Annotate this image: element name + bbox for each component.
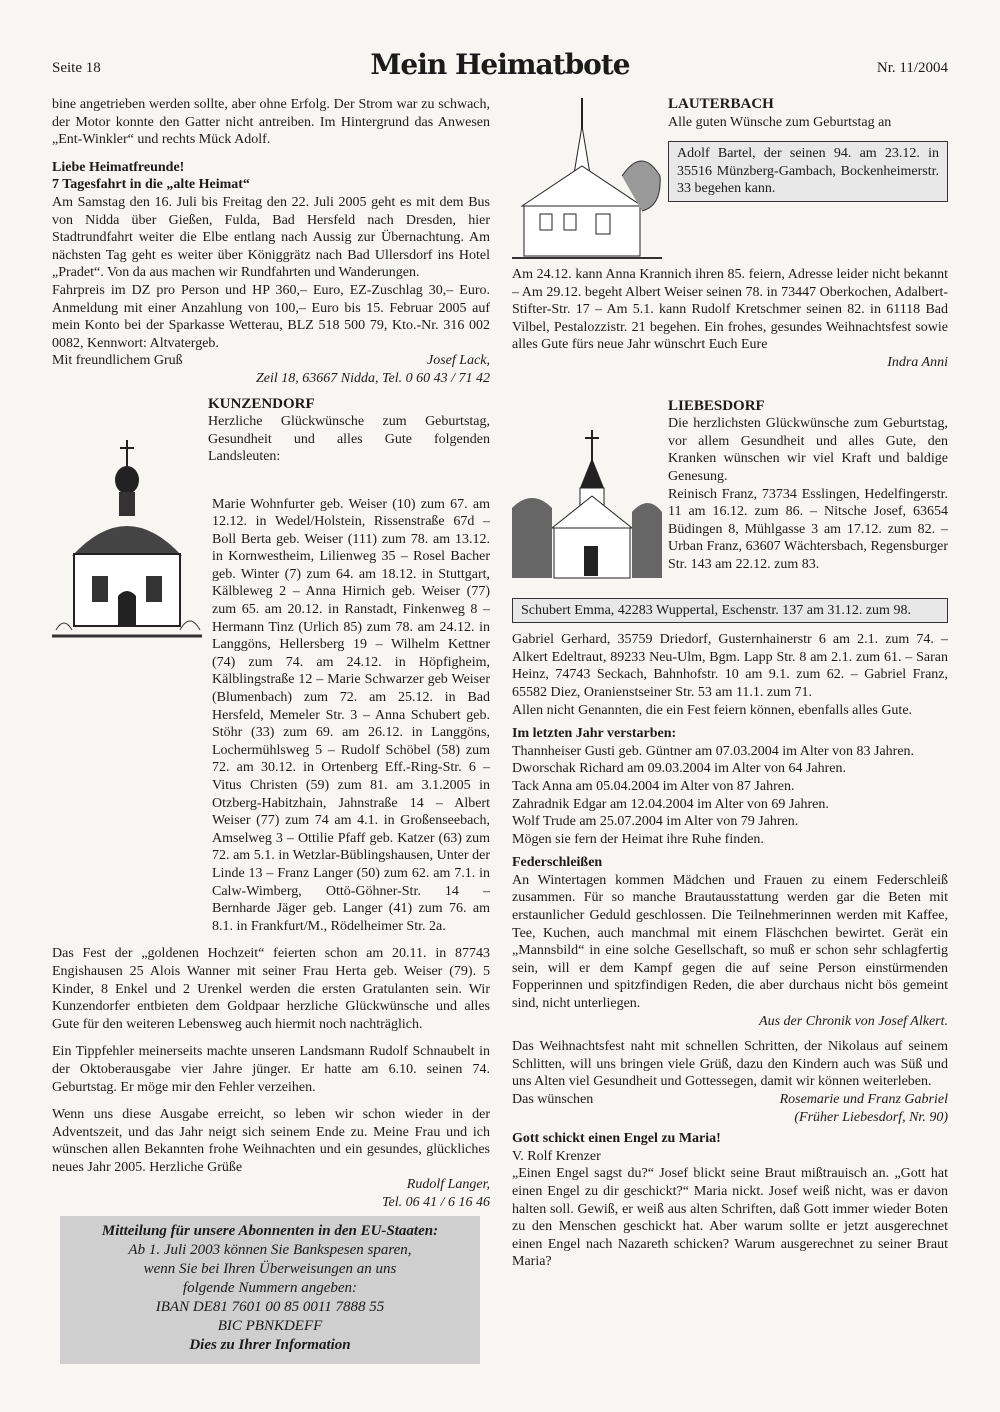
federschleissen-signature: Aus der Chronik von Josef Alkert. [759, 1013, 948, 1029]
notice-line: Ab 1. Juli 2003 können Sie Bankspesen sparen, [128, 1242, 412, 1258]
page-number: Seite 18 [52, 60, 101, 76]
kunzendorf-title: KUNZENDORF [208, 395, 315, 412]
notice-footer: Dies zu Ihrer Information [189, 1337, 351, 1353]
liebesdorf-intro: Die herzlichsten Glückwünsche zum Geburtstag, vor allem Gesundheit und alles Gute, den Kranken wünschen wir viel Kraft und baldige Genesung. [668, 416, 948, 484]
deceased-title: Im letzten Jahr verstarben: [512, 726, 677, 742]
angel-story-title: Gott schickt einen Engel zu Maria! [512, 1131, 721, 1147]
deceased-entry: Thannheiser Gusti geb. Güntner am 07.03.2004 im Alter von 83 Jahren. [512, 743, 915, 759]
signature-address: Zeil 18, 63667 Nidda, Tel. 0 60 43 / 71 42 [255, 370, 490, 386]
christmas-signature-origin: (Früher Liebesdorf, Nr. 90) [794, 1109, 948, 1125]
liebesdorf-church-illustration [512, 428, 668, 588]
notice-line: wenn Sie bei Ihren Überweisungen an uns [143, 1261, 397, 1277]
liebesdorf-more-birthdays: Gabriel Gerhard, 35759 Driedorf, Gusternhainerstr 6 am 2.1. zum 74. – Alkert Edeltraut, 89233 Neu-Ulm, Bgm. Lapp Str. 8 am 2.1. zum 61. – Saran Heinz, 74743 Seckach, Bahnhofstr. 10 am 9.1. zum 62. – Gabriel Franz, 65582 Diez, Oranienstseiner Str. 53 am 11.1. zum 71. [512, 632, 948, 700]
lauterbach-church-illustration [512, 96, 668, 266]
trip-paragraph: Am Samstag den 16. Juli bis Freitag den 22. Juli 2005 geht es mit dem Bus von Nidda über Gießen, Fulda, Bad Hersfeld nach Dresden, hier Stadtrundfahrt weiter die Elbe entlang nach Aussig zur Übernachtung. Am nächsten Tag geht es weiter über Königgrätz nach Bad Ullersdorf ins Hotel „Pradet“. Von da aus machen wir Rundfahrten und Wanderungen. [52, 194, 490, 281]
christmas-wish: Das wünschen [512, 1092, 594, 1107]
notice-title: Mitteilung für unsere Abonnenten in den EU-Staaten: [101, 1223, 439, 1239]
kunzendorf-birthday-list: Marie Wohnfurter geb. Weiser (10) zum 67. am 12.12. in Wedel/Holstein, Rissenstraße 67d – Boll Berta geb. Weiser (111) zum 78. am 13.12. in Kornwestheim, Lilienweg 35 – Rosel Bacher geb. Winter (7) zum 64. am 18.12. in Stuttgart, Kälbleweg 2 – Anna Hirnich geb. Weiser (77) zum 65. am 20.12. in Ranstadt, Finkenweg 8 – Hermann Tinz (Urlich 85) zum 78. am 24.12. in Langgöns, Hellersberg 19 – Wilhelm Kettner (74) zum 74. am 24.12. in Höpfigheim, Kälblingstraße 12 – Marie Schwarzer geb Weiser (Blumenbach) zum 72. am 25.12. in Bad Hersfeld, Memeler Str. 3 – Anna Schubert geb. Stöhr (33) zum 69. am 26.12. in Langgöns, Lochermühlsweg 5 – Rudolf Schöbel (58) zum 72. am 30.12. in Ortenberg Eff.-Ring-Str. 6 – Vitus Christen (59) zum 81. am 3.1.2005 in Otzberg-Habitzhain, Jahnstraße 14 – Albert Weiser (77) zum 74 am 4.1. in Großenseebach, Amselweg 3 – Ottilie Pfaff geb. Katzer (63) zum 72. am 5.1. in Wetzlar-Büblingshausen, Unter der Linde 13 – Franz Langer (50) zum 62. am 7.1. in Calw-Wimberg, Ottö-Göhner-Str. 14 – Bernharde Jäger geb. Langer (41) zum 76. am 8.1. in Frankfurt/M., Rödelheimer Str. 2a. [212, 496, 490, 934]
not-named-wishes: Allen nicht Genannten, die ein Fest feiern können, ebenfalls alles Gute. [512, 702, 913, 718]
subscriber-notice-box [60, 1216, 480, 1364]
notice-iban: IBAN DE81 7601 00 85 0011 7888 55 [155, 1299, 385, 1315]
federschleissen-text: An Wintertagen kommen Mädchen und Frauen zu einem Federschleiß zusammen. Für so manche Brautausstattung werden gar die Beten mit erstaunlicher Geduld geschlossen. Die Teilnehmerinnen werden mit Kaffee, Tee, Kuchen, auch manchmal mit einem Fläschchen bewirtet. Gerät ein „Mannsbild“ in eine solche Gesellschaft, so muß er schon sehr schlagfertig sein, will er dem Kampf gegen die auf seine Person einstürmenden Fopperinnen und spitzfindigen Reden, die aber durchaus nicht bös gemeint sind, nicht unterliegen. [512, 872, 948, 1012]
page-header [52, 48, 948, 82]
lauterbach-intro: Alle guten Wünsche zum Geburtstag an [668, 114, 892, 130]
lauterbach-title: LAUTERBACH [668, 96, 774, 112]
notice-bic: BIC PBNKDEFF [217, 1318, 323, 1334]
trip-price-paragraph: Fahrpreis im DZ pro Person und HP 360,– Euro, EZ-Zuschlag 30,– Euro. Anmeldung mit einer Anzahlung von 100,– Euro bis 15. Februar 2005 auf mein Konto bei der Sparkasse Wetterau, BLZ 518 500 79, Kto.-Nr. 316 002 0082, Kennwort: Altvatergeb. [52, 282, 490, 351]
kunzendorf-church-illustration [52, 436, 208, 646]
kunzendorf-intro: Herzliche Glückwünsche zum Geburtstag, Gesundheit und alles Gute folgenden Landsleuten: [208, 414, 490, 465]
trip-heading-greeting: Liebe Heimatfreunde! [52, 159, 185, 175]
lauterbach-highlight-box: Adolf Bartel, der seinen 94. am 23.12. in 35516 Münzberg-Gambach, Bockenheimerstr. 33 begehen kann. [668, 141, 948, 202]
closing-signature-phone: Tel. 06 41 / 6 16 46 [382, 1195, 490, 1211]
christmas-signature: Rosemarie und Franz Gabriel [779, 1092, 948, 1107]
deceased-entry: Wolf Trude am 25.07.2004 im Alter von 79 Jahren. [512, 814, 799, 830]
deceased-entry: Tack Anna am 05.04.2004 im Alter von 87 Jahren. [512, 778, 795, 794]
issue-number: Nr. 11/2004 [876, 60, 948, 76]
deceased-closing: Mögen sie fern der Heimat ihre Ruhe finden. [512, 831, 764, 847]
trip-heading: 7 Tagesfahrt in die „alte Heimat“ [52, 177, 250, 193]
intro-paragraph: bine angetrieben werden sollte, aber ohne Erfolg. Der Strom war zu schwach, der Motor konnte den Gatter nicht antreiben. Im Hintergrund das Anwesen „Ent-Winkler“ und rechts Mück Adolf. [52, 97, 490, 148]
greeting: Mit freundlichem Gruß [52, 353, 183, 369]
liebesdorf-highlight-box: Schubert Emma, 42283 Wuppertal, Eschenstr. 137 am 31.12. zum 98. [512, 598, 948, 624]
angel-story-author: V. Rolf Krenzer [512, 1148, 601, 1164]
masthead-logo: Mein Heimatbote [370, 48, 630, 81]
liebesdorf-birthday-list: Reinisch Franz, 73734 Esslingen, Hedelfingerstr. 11 am 16.12. zum 86. – Nitsche Josef, 63654 Büdingen 8, Mühlgasse 3 am 17.12. zum 82. – Urban Franz, 63607 Wächtersbach, Regensburger Str. 143 am 22.12. zum 83. [668, 486, 948, 572]
signature-name: Josef Lack, [427, 353, 490, 369]
angel-story-text: „Einen Engel sagst du?“ Josef blickt seine Braut mißtrauisch an. „Gott hat einen Engel zu dir geschickt?“ Maria nickt. Josef weiß nicht, was er davon halten soll. Gewiß, er weiß aus alten Schriften, daß Gott immer wieder Boten zu den Menschen geschickt hat. Aber warum sollte er jetzt ausgerechnet einen Engel nach Nazareth schicken? Warum ausgerechnet zu seiner Braut Maria? [512, 1166, 948, 1270]
federschleissen-title: Federschleißen [512, 855, 603, 871]
left-column [52, 96, 490, 1212]
notice-line: folgende Nummern angeben: [182, 1280, 358, 1296]
lauterbach-signature: Indra Anni [887, 354, 948, 370]
liebesdorf-title: LIEBESDORF [668, 397, 765, 414]
deceased-entry: Dworschak Richard am 09.03.2004 im Alter von 64 Jahren. [512, 761, 846, 777]
golden-wedding-paragraph: Das Fest der „goldenen Hochzeit“ feierten schon am 20.11. in 87743 Engishausen 25 Alois Wanner mit seiner Frau Herta geb. Weiser (79). 5 Kinder, 8 Enkel und 2 Urenkel werden die ersten Gratulanten sein. Wir Kunzendorfer entbieten dem Goldpaar herzliche Glückwünsche und alles Gute für den weiteren Lebensweg auch hiermit noch nachträglich. [52, 946, 490, 1032]
typo-correction-paragraph: Ein Tippfehler meinerseits machte unseren Landsmann Rudolf Schnaubelt in der Oktoberausgabe vier Jahre jünger. Er hatte am 6.10. seinen 74. Geburtstag. Er möge mir den Fehler verzeihen. [52, 1044, 490, 1095]
lauterbach-text: Am 24.12. kann Anna Krannich ihren 85. feiern, Adresse leider nicht bekannt – Am 29.12. begeht Albert Weiser seinen 78. in 73447 Oberkochen, Adalbert-Stifter-Str. 17 – Am 5.1. kann Rudolf Kretschmer seinen 82. in 61118 Bad Vilbel, Pestalozzistr. 21 begehen. Ein frohes, gesundes Weihnachtsfest sowie alles Gute fürs neue Jahr wünschrt Euch Eure [512, 267, 948, 353]
deceased-entry: Zahradnik Edgar am 12.04.2004 im Alter von 69 Jahren. [512, 796, 829, 812]
closing-signature-name: Rudolf Langer, [406, 1177, 490, 1193]
closing-paragraph: Wenn uns diese Ausgabe erreicht, so leben wir schon wieder in der Adventszeit, und das Jahr neigt sich seinem Ende zu. Meine Frau und ich wünschen allen Bekannten frohe Weihnachten und ein gesundes, glückliches neues Jahr 2005. Herzliche Grüße [52, 1107, 490, 1175]
right-column [512, 96, 948, 1271]
christmas-text: Das Weihnachtsfest naht mit schnellen Schritten, der Nikolaus auf seinem Schlitten, will uns bringen viele Grüß, dazu den Kindern auch was Süß und uns Alten viel Gesundheit und Gottessegen, damit wir können weiterleben. [512, 1039, 948, 1090]
